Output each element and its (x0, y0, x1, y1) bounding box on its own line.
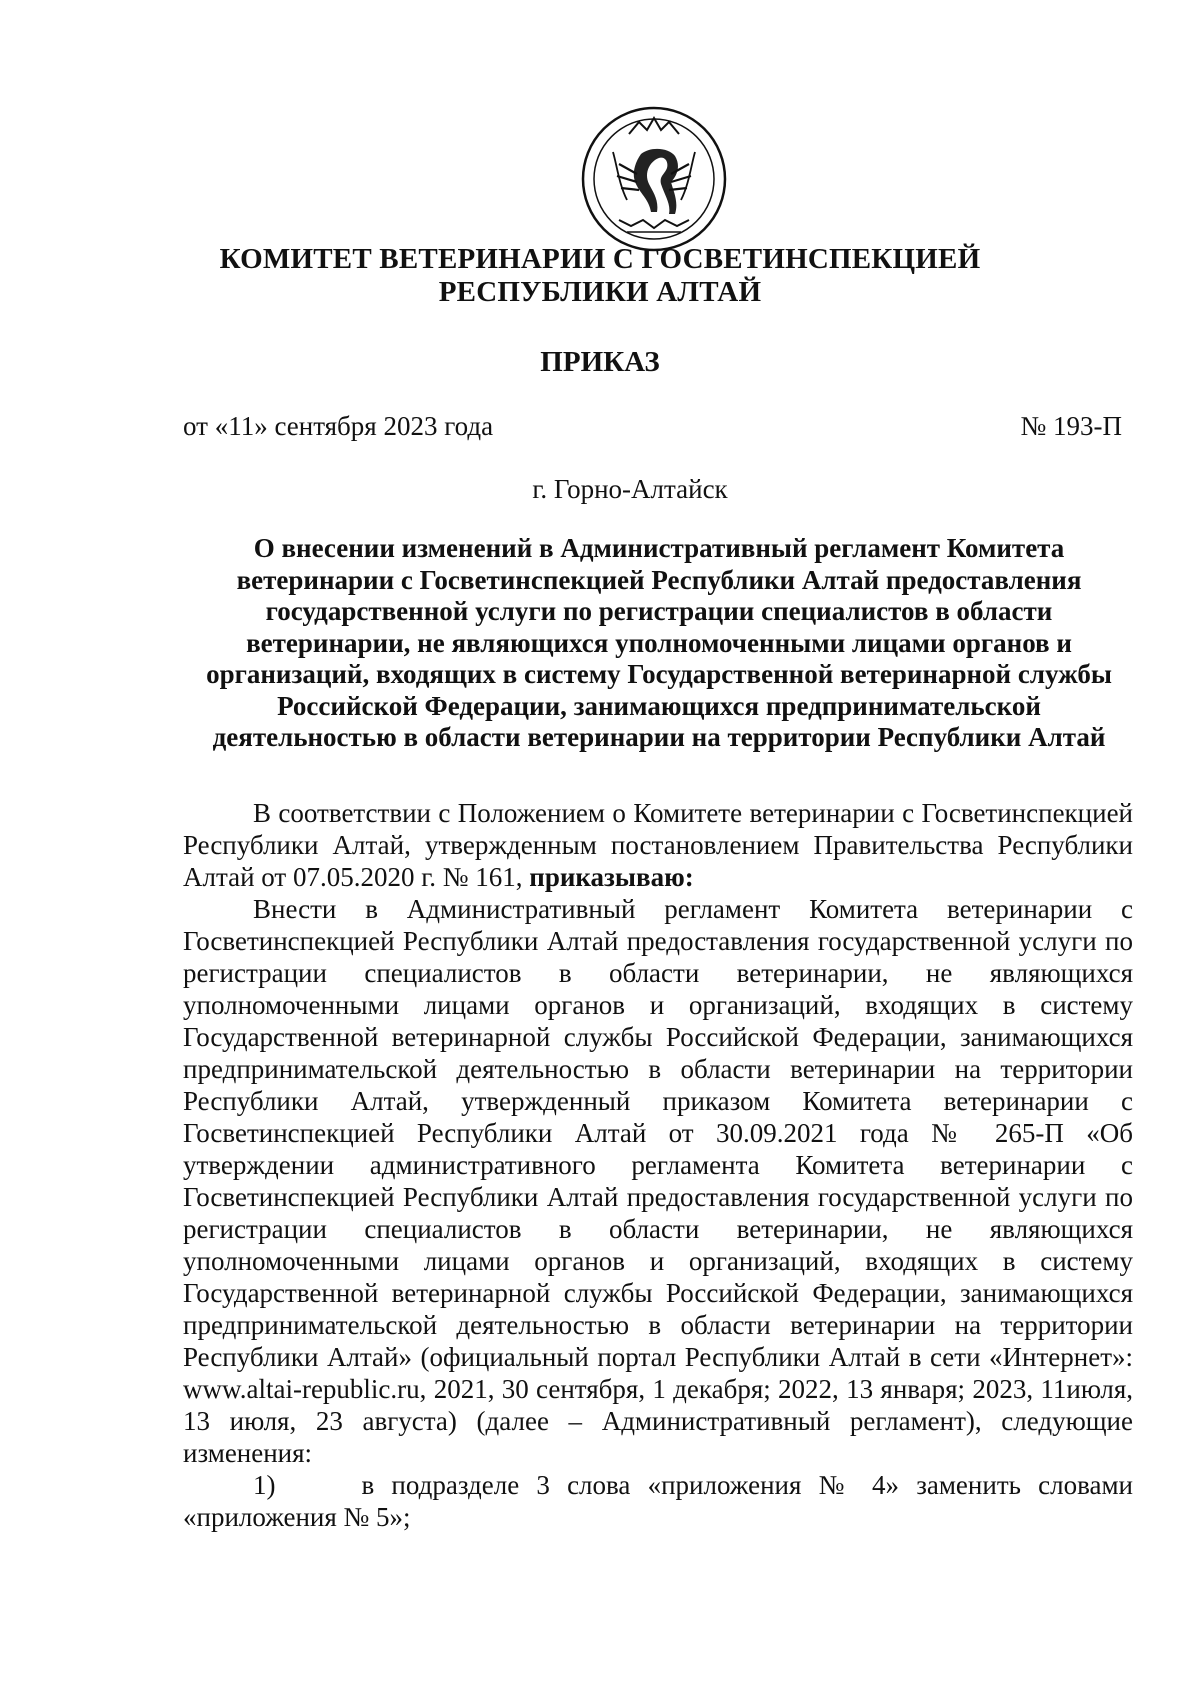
document-number: № 193-П (1020, 411, 1122, 441)
committee-name (200, 243, 1000, 309)
list-item-1 (183, 1469, 1133, 1533)
paragraph-amendment: Внести в Административный регламент Комитета ветеринарии с Госветинспекцией Республики Алтай предоставления государственной услуги по регистрации специалистов в области ветеринарии, не являющихся уполномоченными лицами органов и организаций, входящих в систему Государственной ветеринарной службы Российской Федерации, занимающихся предпринимательской деятельностью в области ветеринарии на территории Республики Алтай, утвержденный приказом Комитета ветеринарии с Госветинспекцией Республики Алтай от 30.09.2021 года № 265-П «Об утверждении административного регламента Комитета ветеринарии с Госветинспекцией Республики Алтай предоставления государственной услуги по регистрации специалистов в области ветеринарии, не являющихся уполномоченными лицами органов и организаций, входящих в систему Государственной ветеринарной службы Российской Федерации, занимающихся предпринимательской деятельностью в области ветеринарии на территории Республики Алтай» (официальный портал Республики Алтай в сети «Интернет»: www.altai-republic.ru, 2021, 30 сентября, 1 декабря; 2022, 13 января; 2023, 11июля, 13 июля, 23 августа) (далее – Административный регламент), следующие изменения: (183, 894, 1133, 1468)
coat-of-arms-emblem (579, 104, 729, 254)
list-item-1-text: в подразделе 3 слова «приложения № 4» заменить словами «приложения № 5»; (183, 1470, 1133, 1532)
committee-name-line1: КОМИТЕТ ВЕТЕРИНАРИИ С ГОСВЕТИНСПЕКЦИЕЙ (219, 243, 981, 275)
document-body (183, 797, 1133, 1533)
paragraph-basis-text: В соответствии с Положением о Комитете ветеринарии с Госветинспекцией Республики Алтай, утвержденным постановлением Правительства Республики Алтай от 07.05.2020 г. № 161, (183, 798, 1133, 892)
document-date: от «11» сентября 2023 года (183, 411, 494, 441)
paragraph-basis (183, 797, 1133, 893)
document-type: ПРИКАЗ (540, 346, 660, 378)
document-title: О внесении изменений в Административный регламент Комитета ветеринарии с Госветинспекцией Республики Алтай предоставления государственной услуги по регистрации специалистов в области ветеринарии, не являющихся уполномоченными лицами органов и организаций, входящих в систему Государственной ветеринарной службы Российской Федерации, занимающихся предпринимательской деятельностью в области ветеринарии на территории Республики Алтай (206, 533, 1112, 752)
document-city: г. Горно-Алтайск (532, 474, 728, 504)
order-word: приказываю: (529, 862, 694, 892)
list-item-1-number: 1) (253, 1470, 276, 1500)
committee-name-line2: РЕСПУБЛИКИ АЛТАЙ (438, 276, 762, 308)
